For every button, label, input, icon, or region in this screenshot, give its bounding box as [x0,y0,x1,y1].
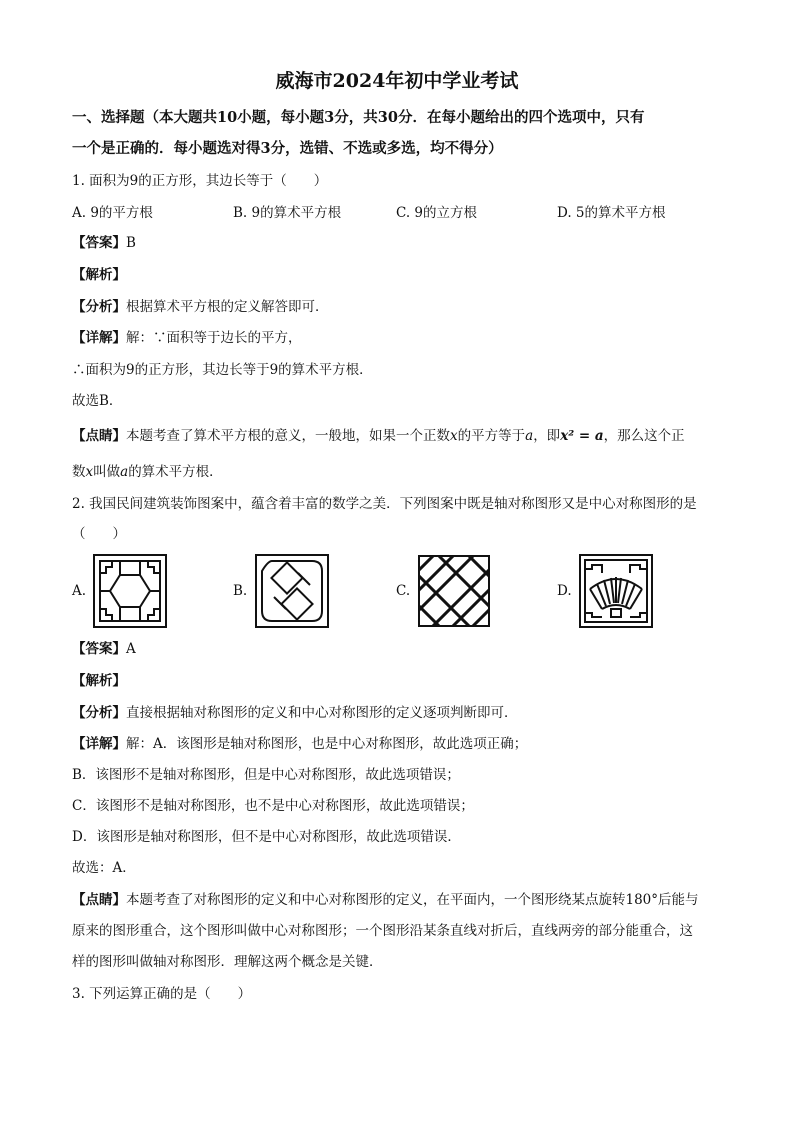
var-x: x [450,428,458,444]
q2-xiangjie-text: 解：A．该图形是轴对称图形，也是中心对称图形，故此选项正确； [126,736,528,752]
q2-dianjing-line3: 样的图形叫做轴对称图形．理解这两个概念是关键． [72,954,383,970]
q2-label-a: A. [72,583,87,599]
xiangjie-tag-2: 【详解】 [72,736,126,752]
var-a-2: a [120,464,129,480]
q3-stem: 3. 下列运算正确的是（ ） [72,986,252,1002]
dianjing-text-b: 的平方等于 [457,428,526,444]
dianjing-text-e: 数 [72,464,86,480]
figure-c-woven-pattern [416,553,492,629]
xiangjie-tag: 【详解】 [72,330,126,346]
q2-answer-line [72,639,734,659]
dianjing-text-g: 的算术平方根． [128,464,223,480]
q1-fenxi-text: 根据算术平方根的定义解答即可． [126,299,329,315]
q1-xiangjie-text: 解：∵面积等于边长的平方， [126,330,302,346]
dianjing-tag-2: 【点睛】 [72,892,126,908]
q2-option-b-analysis: B．该图形不是轴对称图形，但是中心对称图形，故此选项错误； [72,767,460,783]
q1-option-a: A. 9的平方根 [72,205,153,221]
q1-dianjing-line1 [72,426,734,446]
q1-stem: 1. 面积为9的正方形，其边长等于（ ） [72,173,328,189]
q2-label-c: C. [396,583,411,599]
page-title: 威海市2024年初中学业考试 [275,70,519,92]
q1-analysis-tag: 【解析】 [72,267,126,283]
answer-tag: 【答案】 [72,235,126,251]
q2-dianjing-line2: 原来的图形重合，这个图形叫做中心对称图形；一个图形沿某条直线对折后，直线两旁的部分能重合，这 [72,923,693,939]
q1-option-c: C. 9的立方根 [396,205,478,221]
q1-xiangjie [72,328,734,348]
answer-tag-2: 【答案】 [72,641,126,657]
dianjing-text-d: ，那么这个正 [603,428,685,444]
fenxi-tag: 【分析】 [72,299,126,315]
q1-option-b: B. 9的算术平方根 [233,205,342,221]
formula: x² = a [560,428,604,444]
var-a: a [525,428,534,444]
q2-label-d: D. [557,583,572,599]
q2-stem-line1: 2. 我国民间建筑装饰图案中，蕴含着丰富的数学之美．下列图案中既是轴对称图形又是中心对称图形的是 [72,496,697,512]
dianjing-text-f: 叫做 [93,464,121,480]
dianjing-tag: 【点睛】 [72,428,126,444]
q2-analysis-tag: 【解析】 [72,673,126,689]
q1-option-d: D. 5的算术平方根 [557,205,666,221]
fenxi-tag-2: 【分析】 [72,705,126,721]
q2-label-b: B. [233,583,248,599]
q1-step2: ∴面积为9的正方形，其边长等于9的算术平方根． [72,362,373,378]
dianjing-text-c: ，即 [533,428,561,444]
q2-dianjing-line1 [72,890,734,910]
figure-d-fan-pattern [578,553,654,629]
figure-b-interlock-pattern [254,553,330,629]
q2-option-d-analysis: D．该图形是轴对称图形，但不是中心对称图形，故此选项错误． [72,829,461,845]
q1-answer-line [72,233,734,253]
q2-choose: 故选：A． [72,860,136,876]
section-heading-line1: 一、选择题（本大题共10小题，每小题3分，共30分．在每小题给出的四个选项中，只有 [72,109,645,126]
q2-option-c-analysis: C．该图形不是轴对称图形，也不是中心对称图形，故此选项错误； [72,798,474,814]
q2-xiangjie [72,734,734,754]
var-x-2: x [85,464,94,480]
q2-answer: A [126,641,136,657]
q1-dianjing-line2 [72,462,734,482]
q2-fenxi-text: 直接根据轴对称图形的定义和中心对称图形的定义逐项判断即可． [126,705,518,721]
section-heading-line2: 一个是正确的．每小题选对得3分，选错、不选或多选，均不得分） [72,140,503,157]
q1-fenxi [72,297,734,317]
q1-choose: 故选B． [72,393,123,409]
q2-dianjing-text1: 本题考查了对称图形的定义和中心对称图形的定义，在平面内，一个图形绕某点旋转180°后能与 [126,892,699,908]
q1-answer: B [126,235,136,251]
dianjing-text-a: 本题考查了算术平方根的意义，一般地，如果一个正数 [126,428,450,444]
q2-stem-line2: （ ） [72,526,126,542]
figure-a-hexagon-pattern [92,553,168,629]
q2-fenxi [72,703,734,723]
